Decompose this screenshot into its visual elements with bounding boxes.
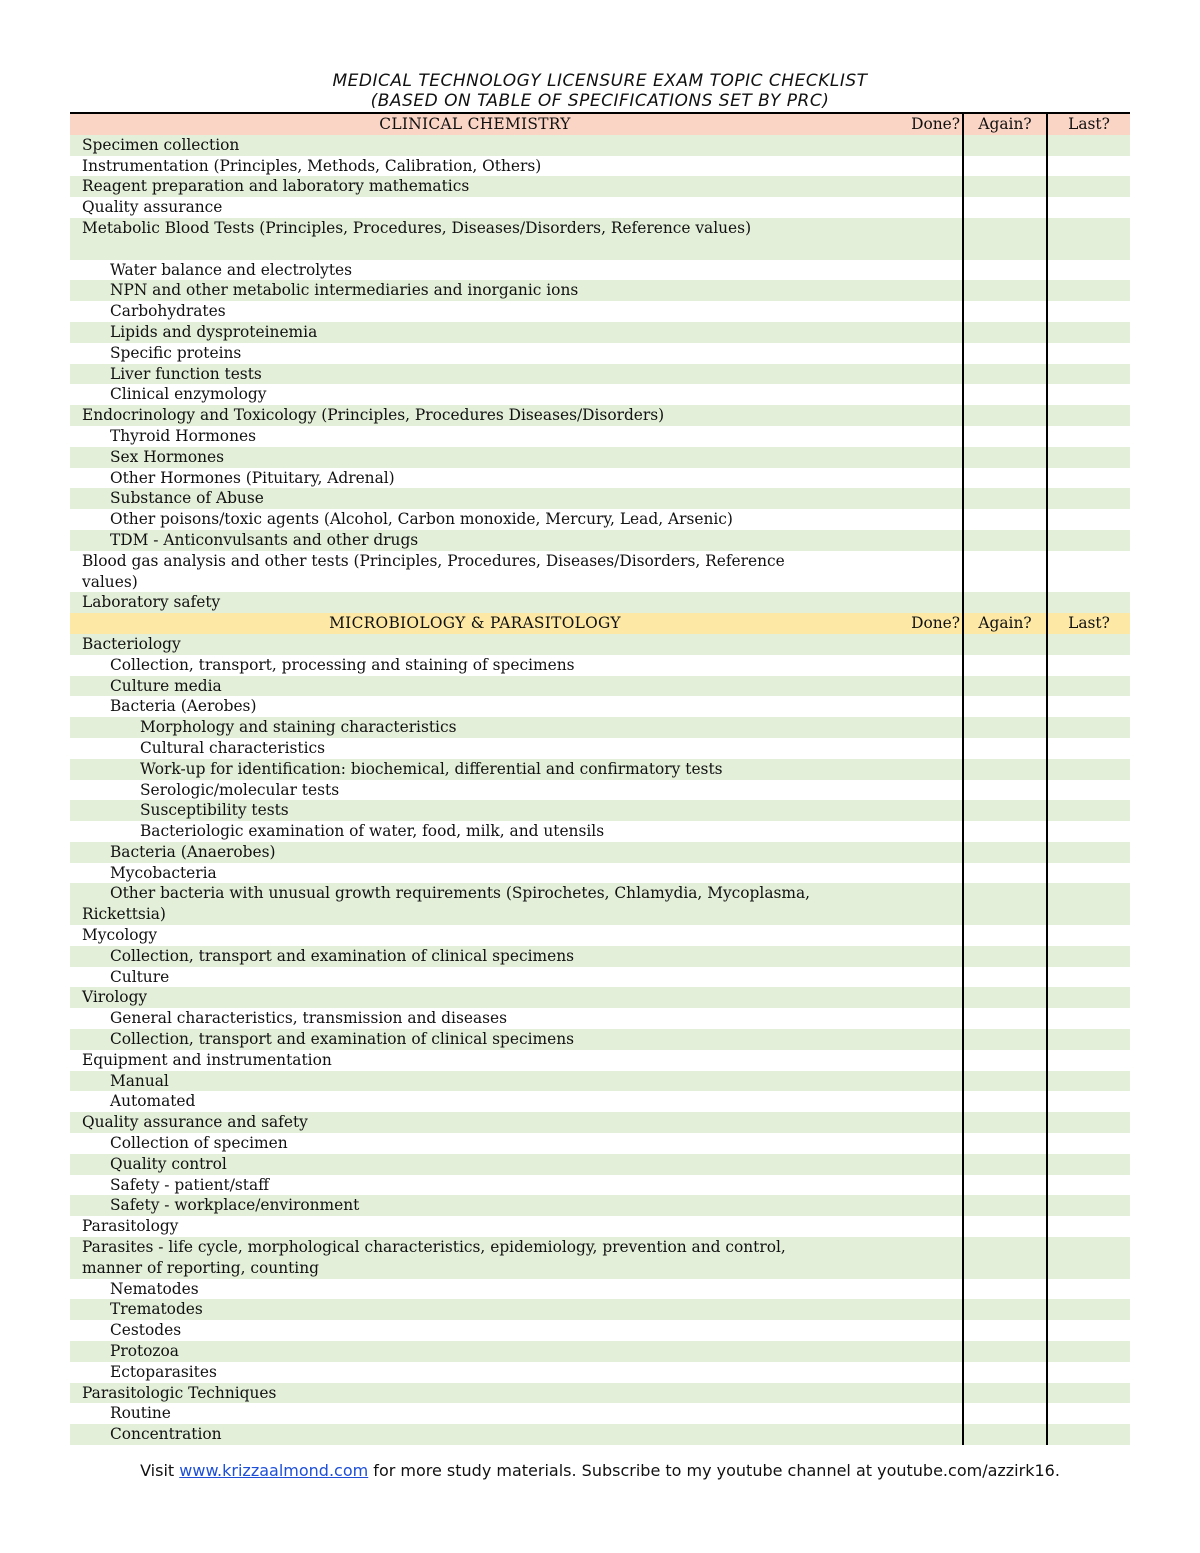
checklist-row[interactable]	[70, 780, 1130, 801]
column-divider-last	[1046, 114, 1048, 1445]
checklist-row[interactable]	[70, 530, 1130, 551]
topic-label: Metabolic Blood Tests (Principles, Procedures, Diseases/Disorders, Reference values)	[82, 218, 752, 237]
topic-label: Reagent preparation and laboratory mathematics	[82, 177, 470, 196]
checklist-row[interactable]	[70, 1050, 1130, 1071]
checklist-row[interactable]	[70, 1341, 1130, 1362]
topic-label: Equipment and instrumentation	[82, 1050, 332, 1069]
checklist-row[interactable]	[70, 925, 1130, 946]
checklist-row[interactable]	[70, 1299, 1130, 1320]
topic-label: Substance of Abuse	[110, 489, 264, 508]
checklist-row[interactable]	[70, 135, 1130, 156]
checklist-row[interactable]	[70, 946, 1130, 967]
topic-label: Bacteriology	[82, 634, 181, 653]
document-subtitle: (BASED ON TABLE OF SPECIFICATIONS SET BY PRC)	[370, 91, 830, 111]
topic-label: Ectoparasites	[110, 1362, 217, 1381]
topic-label: Culture media	[110, 676, 222, 695]
topic-label: Other poisons/toxic agents (Alcohol, Carbon monoxide, Mercury, Lead, Arsenic)	[110, 510, 733, 529]
column-header-again: Again?	[978, 614, 1032, 633]
topic-label: Water balance and electrolytes	[110, 260, 353, 279]
checklist-row[interactable]	[70, 1320, 1130, 1341]
topic-label: TDM - Anticonvulsants and other drugs	[110, 530, 419, 549]
checklist-row[interactable]	[70, 551, 1130, 593]
footer-link[interactable]: www.krizzaalmond.com	[179, 1461, 369, 1480]
topic-label: Protozoa	[110, 1342, 179, 1361]
topic-label: Clinical enzymology	[110, 385, 267, 404]
topic-label: Virology	[82, 988, 148, 1007]
checklist-row[interactable]	[70, 1403, 1130, 1424]
topic-label: Serologic/molecular tests	[140, 780, 340, 799]
section-header	[70, 114, 1130, 135]
checklist-row[interactable]	[70, 987, 1130, 1008]
column-divider-again	[962, 114, 964, 1445]
topic-label: Mycobacteria	[110, 863, 217, 882]
checklist-row[interactable]	[70, 384, 1130, 405]
checklist-row[interactable]	[70, 863, 1130, 884]
topic-label: Susceptibility tests	[140, 801, 289, 820]
topic-label: Morphology and staining characteristics	[140, 718, 457, 737]
checklist-row[interactable]	[70, 218, 1130, 260]
checklist-row[interactable]	[70, 405, 1130, 426]
topic-label: Bacteria (Aerobes)	[110, 697, 257, 716]
checklist-row[interactable]	[70, 821, 1130, 842]
checklist-row[interactable]	[70, 301, 1130, 322]
checklist-row[interactable]	[70, 343, 1130, 364]
document-title: MEDICAL TECHNOLOGY LICENSURE EXAM TOPIC CHECKLIST	[332, 71, 868, 91]
checklist-row[interactable]	[70, 1362, 1130, 1383]
topic-label: Collection of specimen	[110, 1134, 288, 1153]
checklist-row[interactable]	[70, 447, 1130, 468]
section-title: MICROBIOLOGY & PARASITOLOGY	[329, 614, 621, 633]
checklist-row[interactable]	[70, 509, 1130, 530]
checklist-row[interactable]	[70, 1424, 1130, 1445]
column-header-last: Last?	[1068, 115, 1110, 133]
checklist-row[interactable]	[70, 280, 1130, 301]
checklist-row[interactable]	[70, 1071, 1130, 1092]
topic-label: Cestodes	[110, 1321, 182, 1340]
checklist-row[interactable]	[70, 842, 1130, 863]
topic-label: Specific proteins	[110, 343, 242, 362]
topic-label: General characteristics, transmission and diseases	[110, 1009, 508, 1028]
topic-label: Parasites - life cycle, morphological characteristics, epidemiology, prevention and control, manner of reporting, counting	[82, 1238, 786, 1277]
checklist-row[interactable]	[70, 592, 1130, 613]
checklist-row[interactable]	[70, 883, 1130, 925]
topic-label: Collection, transport and examination of clinical specimens	[110, 946, 575, 965]
column-header-last: Last?	[1068, 614, 1110, 633]
topic-label: Sex Hormones	[110, 447, 225, 466]
checklist-row[interactable]	[70, 426, 1130, 447]
topic-label: Automated	[110, 1092, 196, 1111]
checklist-row[interactable]	[70, 1029, 1130, 1050]
checklist-row[interactable]	[70, 1195, 1130, 1216]
topic-label: Safety - patient/staff	[110, 1175, 270, 1194]
topic-label: Concentration	[110, 1425, 222, 1444]
checklist-row[interactable]	[70, 1112, 1130, 1133]
checklist-row[interactable]	[70, 800, 1130, 821]
topic-label: Lipids and dysproteinemia	[110, 322, 318, 341]
topic-label: Culture	[110, 967, 170, 986]
checklist-row[interactable]	[70, 1175, 1130, 1196]
topic-label: Quality control	[110, 1154, 227, 1173]
checklist-row[interactable]	[70, 1008, 1130, 1029]
topic-label: Quality assurance	[82, 198, 223, 217]
topic-label: Liver function tests	[110, 364, 262, 383]
topic-label: Quality assurance and safety	[82, 1113, 308, 1132]
topic-label: Work-up for identification: biochemical, differential and confirmatory tests	[140, 759, 723, 778]
checklist-row[interactable]	[70, 260, 1130, 281]
checklist-row[interactable]	[70, 364, 1130, 385]
checklist-row[interactable]	[70, 468, 1130, 489]
topic-label: Collection, transport, processing and staining of specimens	[110, 655, 575, 674]
checklist-row[interactable]	[70, 738, 1130, 759]
topic-label: Endocrinology and Toxicology (Principles, Procedures Diseases/Disorders)	[82, 406, 665, 425]
column-header-done: Done?	[911, 115, 960, 133]
checklist-row[interactable]	[70, 967, 1130, 988]
topic-label: Cultural characteristics	[140, 738, 326, 757]
topic-label: Collection, transport and examination of clinical specimens	[110, 1030, 575, 1049]
footer-prefix: Visit	[140, 1461, 180, 1480]
column-header-done: Done?	[911, 614, 960, 633]
topic-label: NPN and other metabolic intermediaries and inorganic ions	[110, 281, 579, 300]
checklist-row[interactable]	[70, 1091, 1130, 1112]
checklist-row[interactable]	[70, 717, 1130, 738]
topic-label: Trematodes	[110, 1300, 203, 1319]
topic-label: Laboratory safety	[82, 593, 221, 612]
topic-label: Nematodes	[110, 1279, 199, 1298]
checklist-table	[70, 114, 1130, 1445]
column-header-again: Again?	[978, 115, 1032, 133]
checklist-row[interactable]	[70, 696, 1130, 717]
checklist-row[interactable]	[70, 1154, 1130, 1175]
checklist-row[interactable]	[70, 676, 1130, 697]
checklist-row[interactable]	[70, 1279, 1130, 1300]
checklist-row[interactable]	[70, 322, 1130, 343]
topic-label: Mycology	[82, 926, 158, 945]
footer-suffix: for more study materials. Subscribe to my youtube channel at youtube.com/azzirk16.	[368, 1461, 1060, 1480]
checklist-row[interactable]	[70, 759, 1130, 780]
topic-label: Blood gas analysis and other tests (Principles, Procedures, Diseases/Disorders, Reference values)	[82, 551, 785, 591]
checklist-row[interactable]	[70, 1133, 1130, 1154]
topic-label: Bacteria (Anaerobes)	[110, 842, 276, 861]
topic-label: Manual	[110, 1071, 169, 1090]
topic-label: Other Hormones (Pituitary, Adrenal)	[110, 468, 395, 487]
checklist-row[interactable]	[70, 488, 1130, 509]
checklist-row[interactable]	[70, 176, 1130, 197]
checklist-row[interactable]	[70, 655, 1130, 676]
checklist-row[interactable]	[70, 1383, 1130, 1404]
topic-label: Parasitology	[82, 1217, 179, 1236]
footer	[0, 1460, 1200, 1482]
checklist-row[interactable]	[70, 1216, 1130, 1237]
topic-label: Other bacteria with unusual growth requirements (Spirochetes, Chlamydia, Mycoplasma, Rickettsia)	[82, 884, 811, 924]
section-title: CLINICAL CHEMISTRY	[379, 115, 571, 133]
checklist-row[interactable]	[70, 156, 1130, 177]
checklist-row[interactable]	[70, 634, 1130, 655]
topic-label: Routine	[110, 1404, 171, 1423]
checklist-row[interactable]	[70, 1237, 1130, 1279]
topic-label: Carbohydrates	[110, 302, 226, 321]
topic-label: Thyroid Hormones	[110, 426, 256, 445]
checklist-row[interactable]	[70, 197, 1130, 218]
topic-label: Specimen collection	[82, 135, 240, 154]
topic-label: Safety - workplace/environment	[110, 1196, 360, 1215]
topic-label: Instrumentation (Principles, Methods, Calibration, Others)	[82, 156, 542, 175]
section-header	[70, 613, 1130, 634]
topic-label: Bacteriologic examination of water, food, milk, and utensils	[140, 822, 605, 841]
topic-label: Parasitologic Techniques	[82, 1383, 277, 1402]
